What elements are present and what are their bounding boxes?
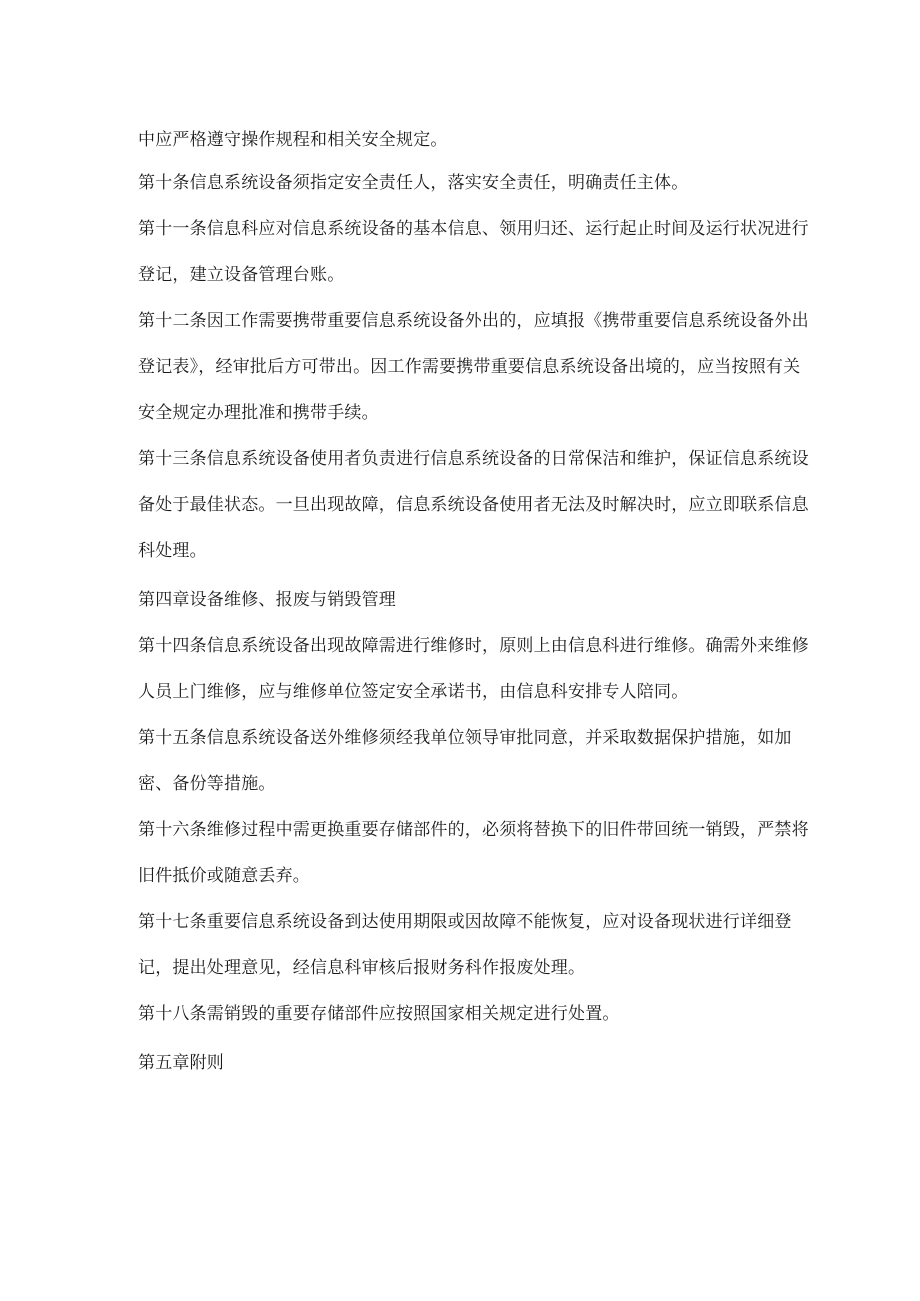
text-line: 中应严格遵守操作规程和相关安全规定。 [138,130,448,150]
text-line: 密、备份等措施。 [138,774,276,794]
text-line: 第十五条信息系统设备送外维修须经我单位领导审批同意，并采取数据保护措施，如加 [138,728,792,748]
text-line: 第十四条信息系统设备出现故障需进行维修时，原则上由信息科进行维修。确需外来维修 [138,636,809,656]
text-line: 第十条信息系统设备须指定安全责任人，落实安全责任，明确责任主体。 [138,173,689,193]
text-line: 第十三条信息系统设备使用者负责进行信息系统设备的日常保洁和维护，保证信息系统设 [138,449,809,469]
text-line: 登记，建立设备管理台账。 [138,265,345,285]
text-line: 科处理。 [138,541,207,561]
text-line: 第十七条重要信息系统设备到达使用期限或因故障不能恢复，应对设备现状进行详细登 [138,912,792,932]
text-line: 旧件抵价或随意丢弃。 [138,866,310,886]
text-line: 第十六条维修过程中需更换重要存储部件的，必须将替换下的旧件带回统一销毁，严禁将 [138,820,809,840]
chapter-heading: 第四章设备维修、报废与销毁管理 [138,590,396,610]
text-line: 第十二条因工作需要携带重要信息系统设备外出的，应填报《携带重要信息系统设备外出 [138,311,809,331]
text-line: 记，提出处理意见，经信息科审核后报财务科作报废处理。 [138,958,586,978]
text-line: 备处于最佳状态。一旦出现故障，信息系统设备使用者无法及时解决时，应立即联系信息 [138,495,809,515]
chapter-heading: 第五章附则 [138,1053,224,1073]
text-line: 人员上门维修，应与维修单位签定安全承诺书，由信息科安排专人陪同。 [138,682,689,702]
text-line: 第十八条需销毁的重要存储部件应按照国家相关规定进行处置。 [138,1004,620,1024]
text-line: 第十一条信息科应对信息系统设备的基本信息、领用归还、运行起止时间及运行状况进行 [138,219,809,239]
text-line: 安全规定办理批准和携带手续。 [138,403,379,423]
text-line: 登记表》，经审批后方可带出。因工作需要携带重要信息系统设备出境的，应当按照有关 [138,357,801,377]
